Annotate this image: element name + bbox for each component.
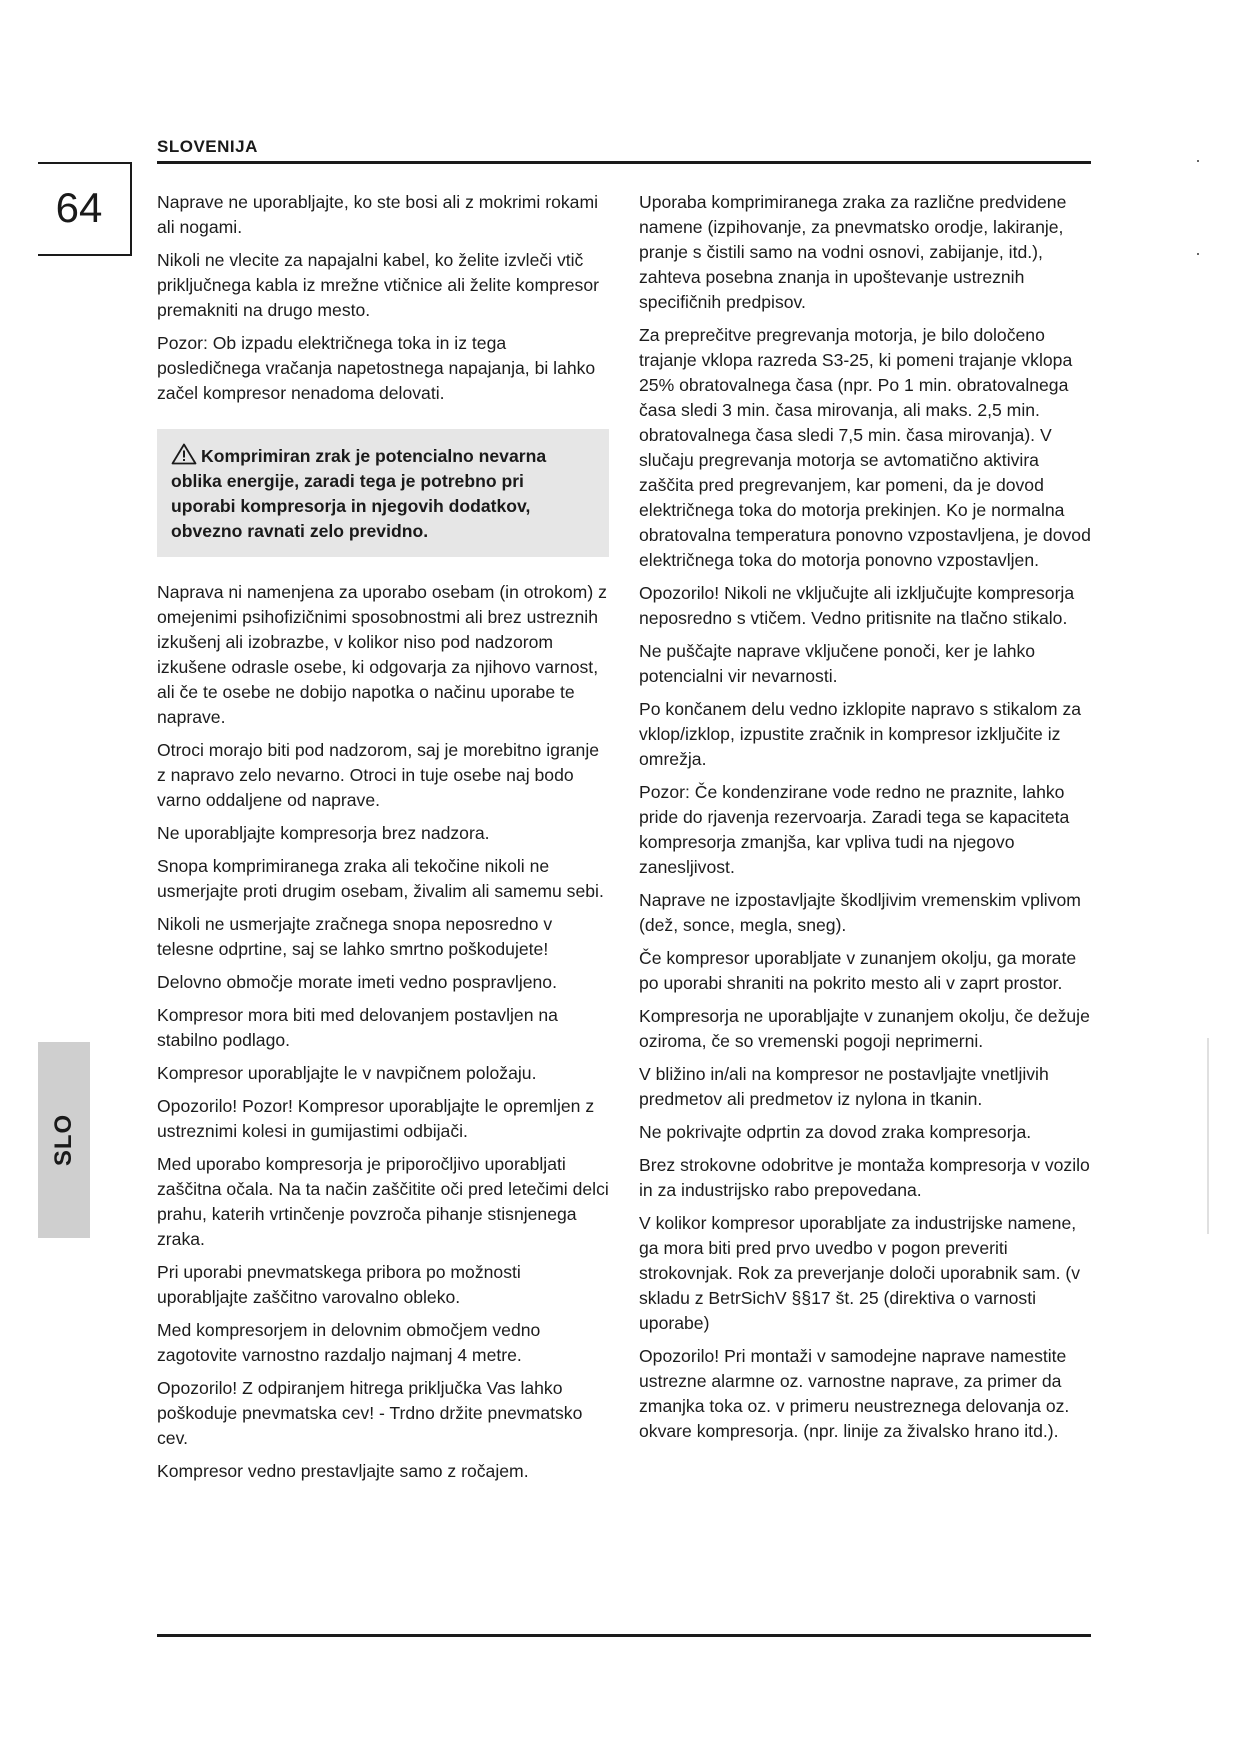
paragraph: Brez strokovne odobritve je montaža kompresorja v vozilo in za industrijsko rabo prepovedana. [639, 1155, 1090, 1200]
paragraph: Po končanem delu vedno izklopite napravo s stikalom za vklop/izklop, izpustite zračnik in kompresor izključite iz omrežja. [639, 699, 1082, 769]
paragraph: Med uporabo kompresorja je priporočljivo uporabljati zaščitna očala. Na ta način zaščitite oči pred letečimi delci prahu, katerih vrtinčenje povzroča pihanje stisnjenega zraka. [157, 1154, 609, 1249]
paragraph: Če kompresor uporabljate v zunanjem okolju, ga morate po uporabi shraniti na pokrito mesto ali v zaprt prostor. [639, 948, 1077, 993]
warning-triangle-icon [171, 443, 197, 465]
warning-text: Komprimiran zrak je potencialno nevarna oblika energije, zaradi tega je potrebno pri uporabi kompresorja in njegovih dodatkov, obvezno ravnati zelo previdno. [171, 446, 547, 541]
paragraph: Opozorilo! Pozor! Kompresor uporabljajte le opremljen z ustreznimi kolesi in gumijastimi odbijači. [157, 1096, 595, 1141]
paragraph: Opozorilo! Z odpiranjem hitrega priključka Vas lahko poškoduje pnevmatska cev! - Trdno držite pnevmatsko cev. [157, 1378, 583, 1448]
paragraph: Med kompresorjem in delovnim območjem vedno zagotovite varnostno razdaljo najmanj 4 metre. [157, 1320, 541, 1365]
paragraph: Ne puščajte naprave vključene ponoči, ker je lahko potencialni vir nevarnosti. [639, 641, 1036, 686]
paragraph: Pozor: Ob izpadu električnega toka in iz tega posledičnega vračanja napetostnega napajanja, bi lahko začel kompresor nenadoma delovati. [157, 333, 596, 403]
section-title: SLOVENIJA [157, 137, 258, 156]
paragraph: V bližino in/ali na kompresor ne postavljajte vnetljivih predmetov ali predmetov iz nylona in tkanin. [639, 1064, 1049, 1109]
paragraph: Ne uporabljajte kompresorja brez nadzora. [157, 823, 490, 843]
language-tab-label: SLO [50, 1113, 77, 1167]
paragraph: Ne pokrivajte odprtin za dovod zraka kompresorja. [639, 1122, 1032, 1142]
paragraph: Naprave ne uporabljajte, ko ste bosi ali z mokrimi rokami ali nogami. [157, 192, 599, 237]
paragraph: Kompresor vedno prestavljajte samo z ročajem. [157, 1461, 529, 1481]
margin-mark [1197, 160, 1199, 162]
warning-box [157, 429, 609, 557]
paragraph: Pozor: Če kondenzirane vode redno ne praznite, lahko pride do rjavenja rezervoarja. Zaradi tega se kapaciteta kompresorja zmanjša, kar vpliva tudi na njegovo zanesljivost. [639, 782, 1070, 877]
paragraph: Uporaba komprimiranega zraka za različne predvidene namene (izpihovanje, za pnevmatsko orodje, lakiranje, pranje s čistili samo na vodni osnovi, zabijanje, itd.), zahteva posebna znanja in upoštevanje ustreznih specifičnih predpisov. [639, 192, 1067, 312]
margin-line [1207, 1038, 1209, 1234]
bottom-divider [157, 1634, 1091, 1637]
paragraph: V kolikor kompresor uporabljate za industrijske namene, ga mora biti pred prvo uvedbo v pogon preveriti strokovnjak. Rok za preverjanje določi uporabnik sam. (v skladu z BetrSichV §§17 št. 25 (direktiva o varnosti uporabe) [639, 1213, 1081, 1333]
paragraph: Delovno območje morate imeti vedno pospravljeno. [157, 972, 557, 992]
margin-mark [1197, 253, 1199, 255]
page-number: 64 [55, 184, 103, 231]
right-column [639, 190, 1091, 1452]
paragraph: Pri uporabi pnevmatskega pribora po možnosti uporabljajte zaščitno varovalno obleko. [157, 1262, 521, 1307]
paragraph: Naprava ni namenjena za uporabo osebam (in otrokom) z omejenimi psihofizičnimi sposobnostmi ali brez ustreznih izkušenj ali izobrazbe, v kolikor niso pod nadzorom izkušene odrasle osebe, ki odgovarja za njihovo varnost, ali če te osebe ne dobijo napotka o načinu uporabe te naprave. [157, 582, 607, 727]
top-divider [157, 161, 1091, 164]
paragraph: Opozorilo! Pri montaži v samodejne naprave namestite ustrezne alarmne oz. varnostne naprave, za primer da zmanjka toka oz. v primeru neustreznega delovanja oz. okvare kompresorja. (npr. linije za živalsko hrano itd.). [639, 1346, 1070, 1441]
paragraph: Naprave ne izpostavljajte škodljivim vremenskim vplivom (dež, sonce, megla, sneg). [639, 890, 1081, 935]
language-side-tab [38, 1042, 90, 1238]
paragraph: Otroci morajo biti pod nadzorom, saj je morebitno igranje z napravo zelo nevarno. Otroci in tuje osebe naj bodo varno oddaljene od naprave. [157, 740, 600, 810]
paragraph: Kompresor uporabljajte le v navpičnem položaju. [157, 1063, 537, 1083]
page-number-box [38, 162, 132, 256]
left-column [157, 190, 609, 1492]
paragraph: Kompresorja ne uporabljajte v zunanjem okolju, če dežuje oziroma, če so vremenski pogoji neprimerni. [639, 1006, 1090, 1051]
paragraph: Kompresor mora biti med delovanjem postavljen na stabilno podlago. [157, 1005, 558, 1050]
paragraph: Za preprečitve pregrevanja motorja, je bilo določeno trajanje vklopa razreda S3-25, ki pomeni trajanje vklopa 25% obratovalnega časa (npr. Po 1 min. obratovalnega časa sledi 3 min. časa mirovanja, ali maks. 2,5 min. obratovalnega časa sledi 7,5 min. časa mirovanja). V slučaju pregrevanja motorja se avtomatično aktivira zaščita pred pregrevanjem, kar pomeni, da je dovod električnega toka do motorja prekinjen. Ko je normalna obratovalna temperatura ponovno vzpostavljena, je dovod električnega toka do motorja ponovno vzpostavljen. [639, 325, 1091, 570]
paragraph: Opozorilo! Nikoli ne vključujte ali izključujte kompresorja neposredno s vtičem. Vedno pritisnite na tlačno stikalo. [639, 583, 1075, 628]
paragraph: Nikoli ne usmerjajte zračnega snopa neposredno v telesne odprtine, saj se lahko smrtno poškodujete! [157, 914, 553, 959]
paragraph: Snopa komprimiranega zraka ali tekočine nikoli ne usmerjajte proti drugim osebam, živalim ali samemu sebi. [157, 856, 604, 901]
paragraph: Nikoli ne vlecite za napajalni kabel, ko želite izvleči vtič priključnega kabla iz mrežne vtičnice ali želite kompresor premakniti na drugo mesto. [157, 250, 599, 320]
